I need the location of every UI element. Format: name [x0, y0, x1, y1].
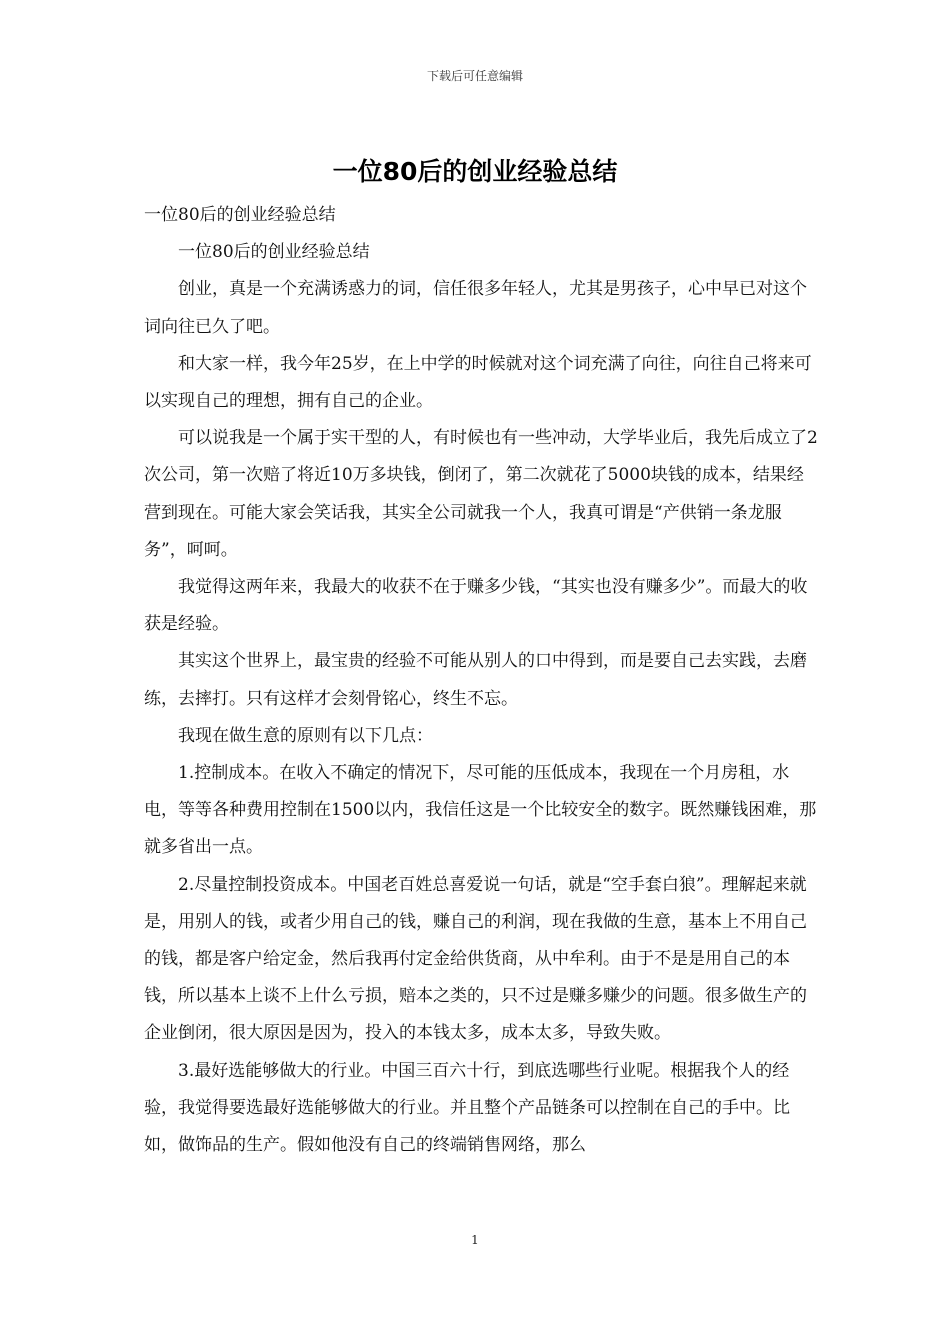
paragraph-subtitle: 一位80后的创业经验总结	[144, 205, 336, 225]
document-title: 一位80后的创业经验总结	[332, 157, 618, 186]
paragraph-point-1: 1.控制成本。在收入不确定的情况下，尽可能的压低成本，我现在一个月房租，水电，等等各种费用控制在1500以内，我信任这是一个比较安全的数字。既然赚钱困难，那就多省出一点。	[144, 763, 817, 858]
page-number: 1	[471, 1233, 479, 1247]
paragraph: 创业，真是一个充满诱惑力的词，信任很多年轻人，尤其是男孩子，心中早已对这个词向往已久了吧。	[144, 279, 807, 337]
paragraph: 和大家一样，我今年25岁，在上中学的时候就对这个词充满了向往，向往自己将来可以实现自己的理想，拥有自己的企业。	[144, 353, 812, 412]
paragraph-subtitle-indented: 一位80后的创业经验总结	[178, 242, 370, 263]
paragraph: 可以说我是一个属于实干型的人，有时候也有一些冲动，大学毕业后，我先后成立了2次公司，第一次赔了将近10万多块钱，倒闭了，第二次就花了5000块钱的成本，结果经营到现在。可能大家会笑话我，其实全公司就我一个人，我真可谓是“产供销一条龙服务”，呵呵。	[144, 428, 818, 560]
paragraph: 其实这个世界上，最宝贵的经验不可能从别人的口中得到，而是要自己去实践，去磨练，去摔打。只有这样才会刻骨铭心，终生不忘。	[144, 651, 807, 709]
paragraph-point-2: 2.尽量控制投资成本。中国老百姓总喜爱说一句话，就是“空手套白狼”。理解起来就是，用别人的钱，或者少用自己的钱，赚自己的利润，现在我做的生意，基本上不用自己的钱，都是客户给定金，然后我再付定金给供货商，从中牟利。由于不是是用自己的本钱，所以基本上谈不上什么亏损，赔本之类的，只不过是赚多赚少的问题。很多做生产的企业倒闭，很大原因是因为，投入的本钱太多，成本太多，导致失败。	[144, 874, 807, 1044]
paragraph-point-3: 3.最好选能够做大的行业。中国三百六十行，到底选哪些行业呢。根据我个人的经验，我觉得要选最好选能够做大的行业。并且整个产品链条可以控制在自己的手中。比如，做饰品的生产。假如他没有自己的终端销售网络，那么	[144, 1060, 790, 1156]
page-header-note: 下载后可任意编辑	[426, 69, 523, 83]
paragraph: 我觉得这两年来，我最大的收获不在于赚多少钱，“其实也没有赚多少”。而最大的收获是经验。	[144, 577, 808, 635]
document-body	[144, 197, 820, 1164]
paragraph: 我现在做生意的原则有以下几点：	[178, 725, 433, 746]
